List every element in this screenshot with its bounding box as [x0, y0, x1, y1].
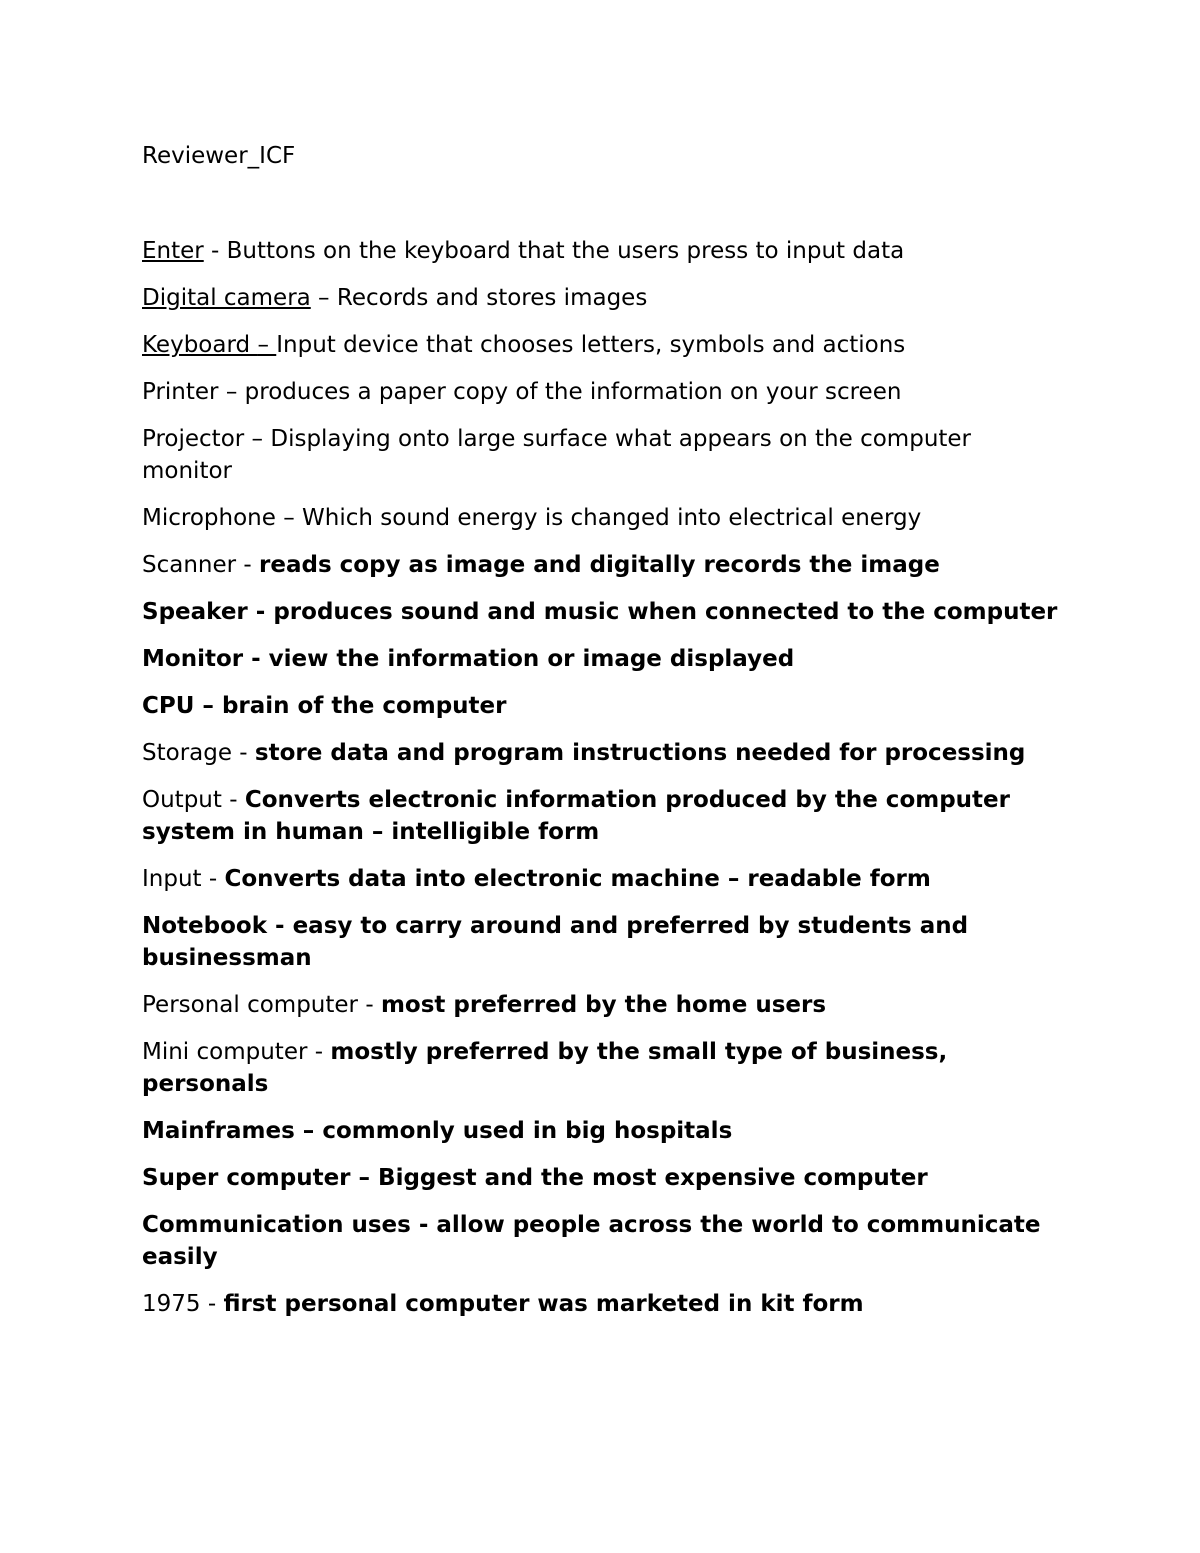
entry-definition: Converts electronic information produced by the computer system in human – intelligible form [142, 787, 1010, 845]
entry-definition: allow people across the world to communicate easily [142, 1212, 1041, 1270]
entry-definition: produces sound and music when connected to the computer [273, 599, 1058, 625]
entry-separator: – [275, 505, 303, 531]
entry-separator: - [236, 552, 260, 578]
entry-input [142, 863, 1062, 895]
entry-separator: - [232, 740, 255, 766]
entry-separator: – [218, 379, 245, 405]
entry-term: Keyboard – [142, 332, 277, 358]
entry-term: Microphone [142, 505, 276, 531]
entry-definition: most preferred by the home users [380, 992, 827, 1018]
entry-separator: – [194, 693, 222, 719]
entry-separator: - [267, 913, 293, 939]
entry-separator: - [358, 992, 381, 1018]
entry-term: Super computer [142, 1165, 351, 1191]
entry-term: Mainframes [142, 1118, 295, 1144]
entry-separator: - [201, 866, 225, 892]
entry-definition: Displaying onto large surface what appears on the computer monitor [142, 426, 972, 484]
entry-cpu [142, 690, 1062, 722]
entry-separator: - [221, 787, 245, 813]
entry-definition: Input device that chooses letters, symbols and actions [276, 332, 906, 358]
entry-term: Scanner [142, 552, 237, 578]
entry-definition: easy to carry around and preferred by students and businessman [142, 913, 969, 971]
entry-term: Digital camera [142, 285, 311, 311]
entry-definition: Which sound energy is changed into electrical energy [302, 505, 922, 531]
entry-separator: – [244, 426, 271, 452]
entry-term: Enter [142, 238, 204, 264]
entry-definition: Records and stores images [336, 285, 648, 311]
entry-keyboard [142, 329, 1062, 361]
entry-definition: reads copy as image and digitally records the image [259, 552, 940, 578]
entry-separator: - [200, 1291, 224, 1317]
entry-mainframes [142, 1115, 1062, 1147]
entry-term: Communication uses [142, 1212, 411, 1238]
entry-definition: Biggest and the most expensive computer [378, 1165, 928, 1191]
entry-projector [142, 423, 1062, 487]
entry-separator: – [257, 332, 277, 358]
entry-term: Storage [142, 740, 232, 766]
entry-term: Monitor [142, 646, 244, 672]
entry-personal-computer [142, 989, 1062, 1021]
entry-definition: view the information or image displayed [268, 646, 795, 672]
entry-output [142, 784, 1062, 848]
entry-term: Personal computer [142, 992, 359, 1018]
entry-term: Projector [142, 426, 245, 452]
entry-separator: – [310, 285, 337, 311]
entry-term: Mini computer [142, 1039, 308, 1065]
entry-separator: - [203, 238, 227, 264]
entry-term: Speaker [142, 599, 248, 625]
entry-term: Printer [142, 379, 219, 405]
entry-term: Output [142, 787, 222, 813]
entry-microphone [142, 502, 1062, 534]
entry-separator: – [294, 1118, 323, 1144]
entry-separator: – [350, 1165, 379, 1191]
entry-monitor [142, 643, 1062, 675]
entry-definition: commonly used in big hospitals [322, 1118, 733, 1144]
entry-definition: store data and program instructions needed for processing [254, 740, 1026, 766]
entry-definition: produces a paper copy of the information on your screen [244, 379, 902, 405]
entry-separator: - [247, 599, 274, 625]
entry-separator: - [307, 1039, 331, 1065]
entry-definition: Converts data into electronic machine – readable form [224, 866, 931, 892]
entry-mini-computer [142, 1036, 1062, 1100]
entry-printer [142, 376, 1062, 408]
entry-definition: mostly preferred by the small type of business, personals [142, 1039, 948, 1097]
entry-term: CPU [142, 693, 195, 719]
entry-communication-uses [142, 1209, 1062, 1273]
entry-term: Notebook [142, 913, 268, 939]
entry-definition: Buttons on the keyboard that the users press to input data [226, 238, 905, 264]
entry-term: Input [142, 866, 202, 892]
entry-speaker [142, 596, 1062, 628]
entry-separator: - [243, 646, 269, 672]
entry-term: 1975 [142, 1291, 201, 1317]
document-body [142, 140, 1062, 1335]
entry-definition: first personal computer was marketed in kit form [223, 1291, 864, 1317]
entry-1975 [142, 1288, 1062, 1320]
entry-super-computer [142, 1162, 1062, 1194]
document-title: Reviewer_ICF [142, 143, 296, 169]
entry-enter [142, 235, 1062, 267]
entry-definition: brain of the computer [221, 693, 507, 719]
entry-notebook [142, 910, 1062, 974]
entry-scanner [142, 549, 1062, 581]
entry-storage [142, 737, 1062, 769]
entry-digital-camera [142, 282, 1062, 314]
entry-separator: - [410, 1212, 437, 1238]
